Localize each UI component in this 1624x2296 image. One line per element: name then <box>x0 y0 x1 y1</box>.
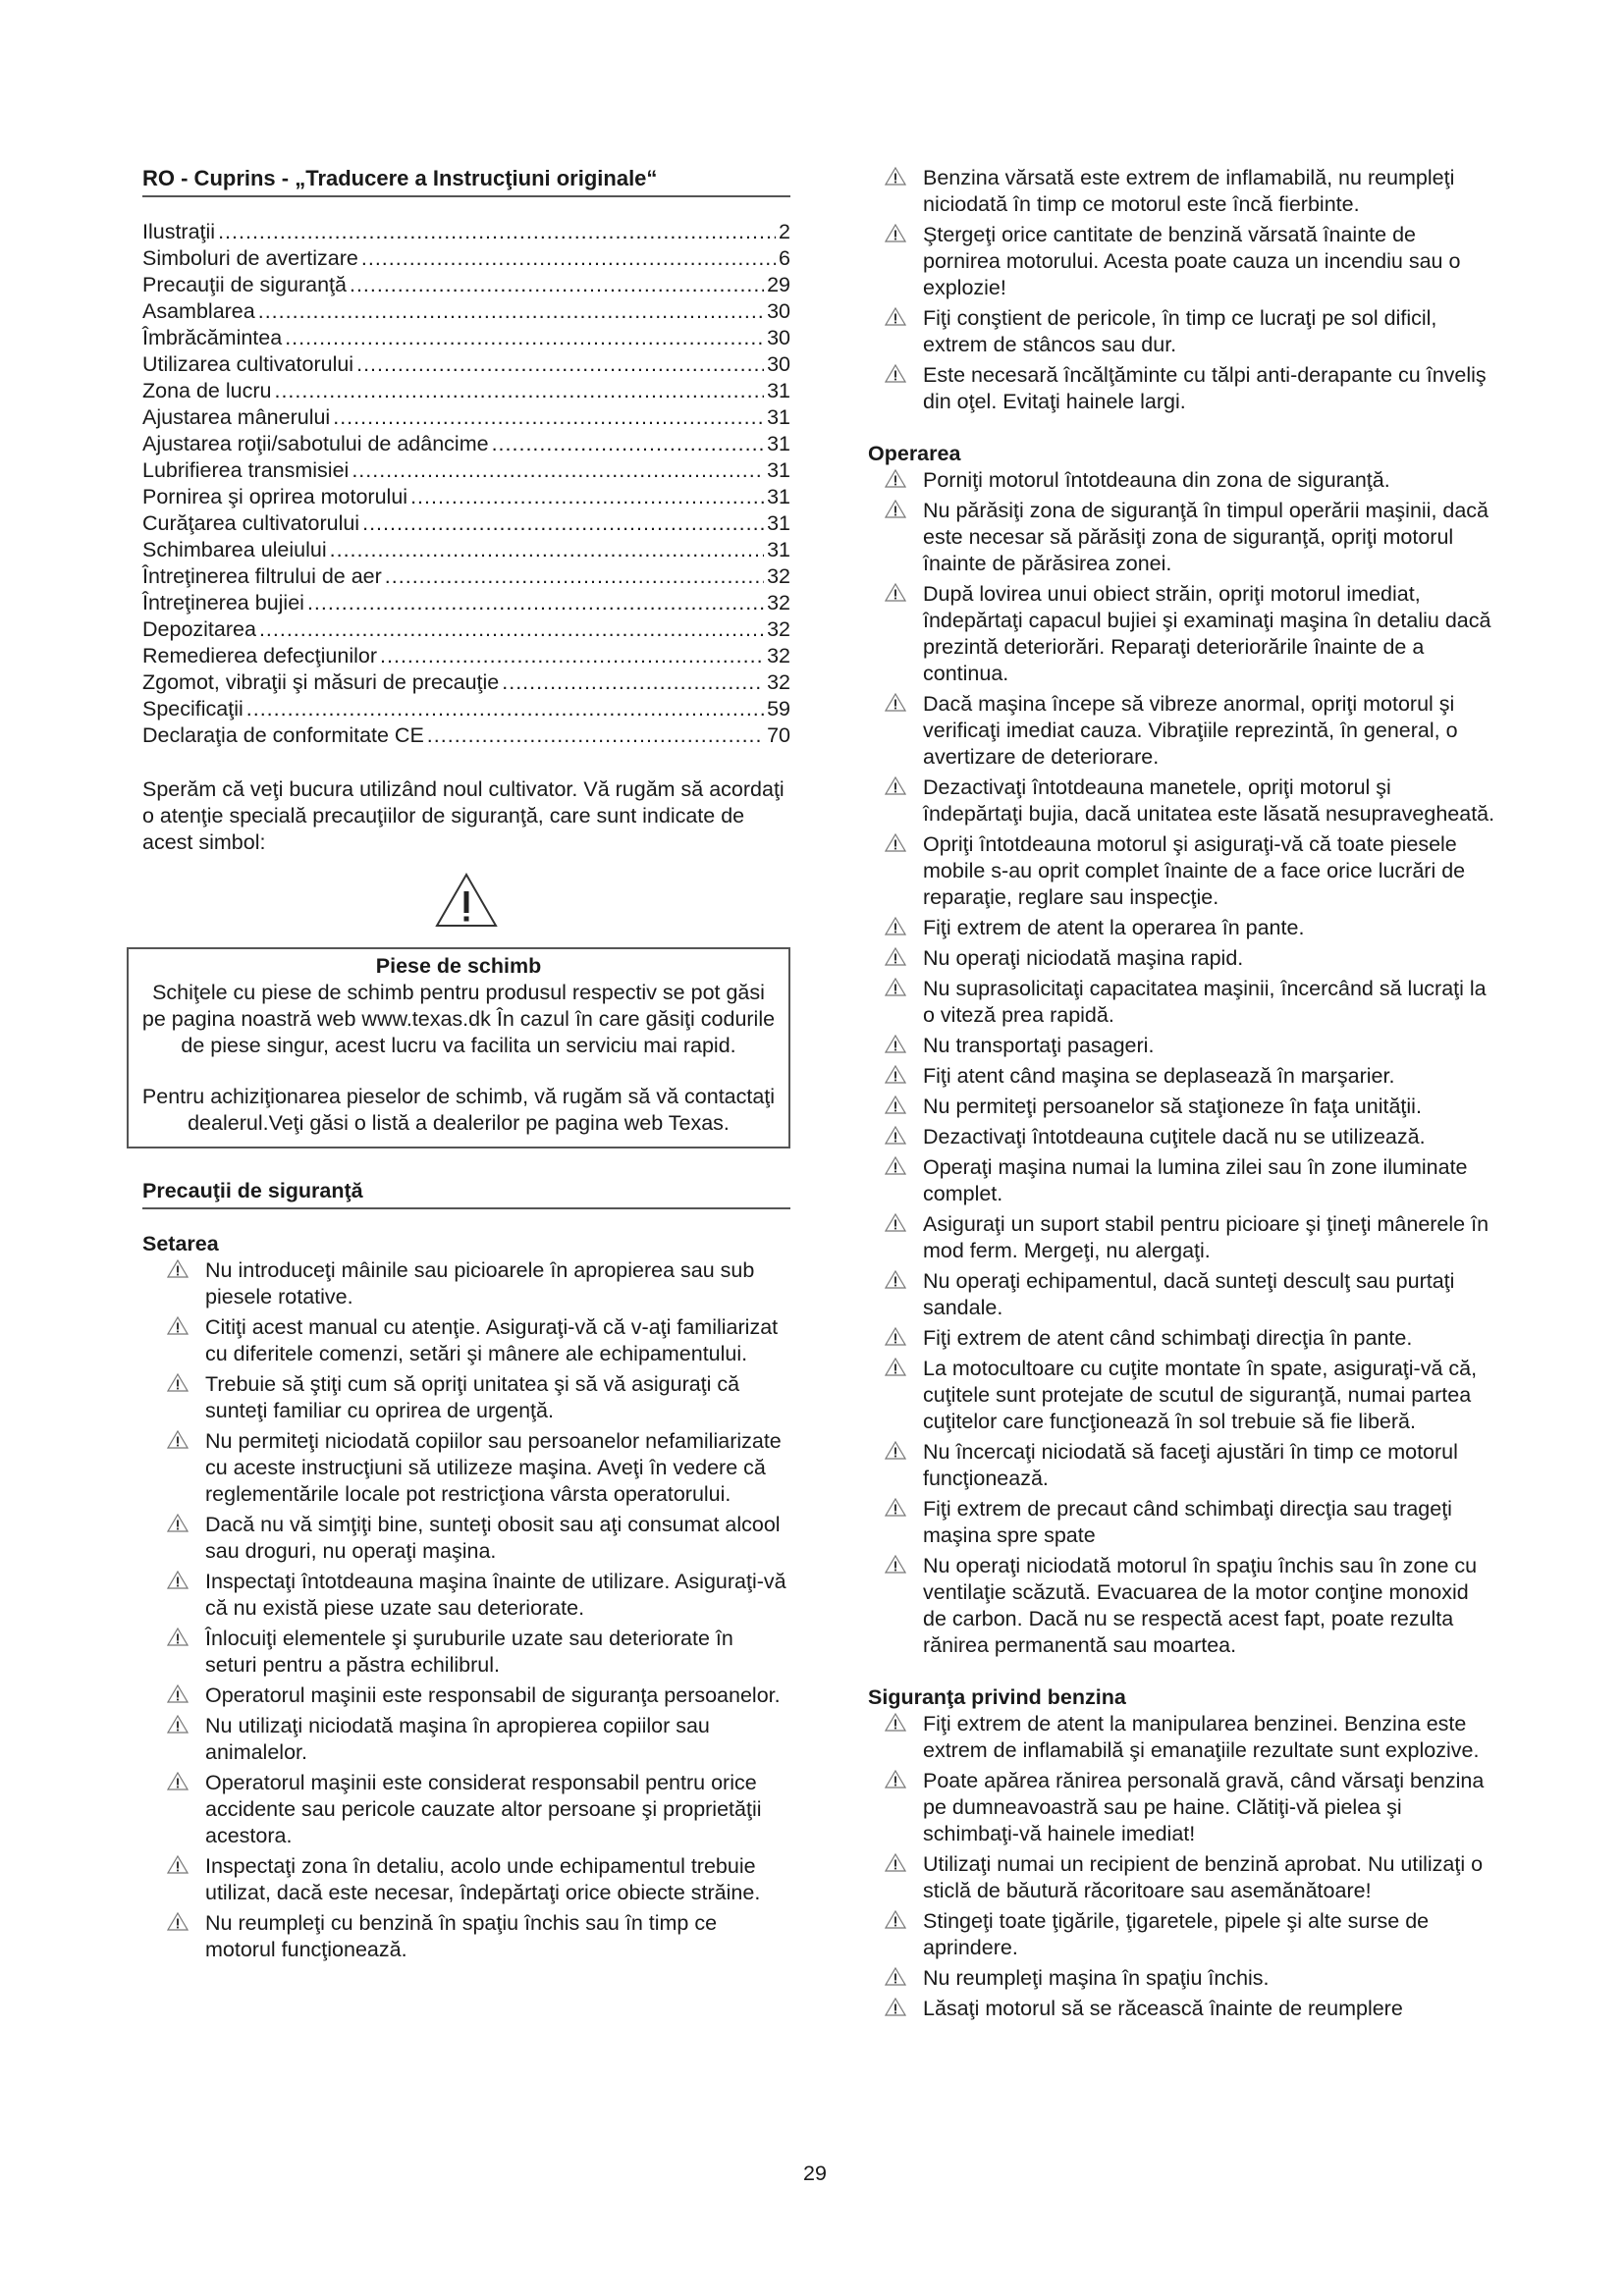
warning-text: Citiţi acest manual cu atenţie. Asiguraţi-vă că v-aţi familiarizat cu diferitele comenzi, setări şi mânere ale echipamentului. <box>205 1315 779 1365</box>
warning-triangle-icon <box>868 1325 923 1346</box>
warning-triangle-icon <box>868 1711 923 1732</box>
toc-leader-dots <box>350 272 764 298</box>
warning-triangle-icon <box>868 1768 923 1789</box>
warning-triangle-icon <box>167 1715 189 1734</box>
warning-item <box>868 774 1496 828</box>
warning-triangle-icon <box>885 1035 906 1053</box>
warning-triangle-icon <box>434 872 499 929</box>
toc-entry-page: 31 <box>767 379 790 402</box>
warning-triangle-icon <box>868 498 923 518</box>
toc-leader-dots <box>427 722 764 749</box>
warning-triangle-icon <box>885 776 906 795</box>
toc-entry-page: 31 <box>767 432 790 455</box>
warning-triangle-icon <box>885 364 906 383</box>
toc-entry <box>142 722 790 749</box>
toc-entry-page: 32 <box>767 644 790 667</box>
spare-parts-paragraph: Schiţele cu piese de schimb pentru produsul respectiv se pot găsi pe pagina noastră web www.texas.dk În cazul în care găsiţi codurile de piese singur, acest lucru va facilita un serviciu mai rapid. <box>141 981 776 1057</box>
warning-triangle-icon <box>885 1770 906 1789</box>
toc-entry-label: Simboluri de avertizare <box>142 246 358 270</box>
warning-item <box>868 1996 1496 2022</box>
warning-triangle-icon <box>167 1259 189 1278</box>
toc-entry <box>142 537 790 563</box>
toc-leader-dots <box>333 404 764 431</box>
toc-entry <box>142 298 790 325</box>
warning-triangle-icon <box>885 167 906 186</box>
warning-triangle-icon <box>150 1626 205 1646</box>
warning-triangle-icon <box>150 1853 205 1874</box>
warning-triangle-icon <box>167 1772 189 1790</box>
warning-triangle-icon <box>868 1094 923 1114</box>
warning-triangle-icon <box>167 1571 189 1589</box>
warning-triangle-icon <box>150 1257 205 1278</box>
warning-triangle-icon <box>167 1430 189 1449</box>
warning-triangle-icon <box>885 1555 906 1574</box>
warning-item <box>868 1768 1496 1847</box>
warning-text: Nu utilizaţi niciodată maşina în apropierea copiilor sau animalelor. <box>205 1714 710 1764</box>
warning-text: Fiţi extrem de precaut când schimbaţi direcţia sau trageţi maşina spre spate <box>923 1497 1452 1547</box>
toc-leader-dots <box>385 563 764 590</box>
toc-leader-dots <box>274 378 764 404</box>
warning-item <box>868 1851 1496 1904</box>
warning-triangle-icon <box>885 307 906 326</box>
warning-triangle-icon <box>868 1553 923 1574</box>
warning-item <box>868 691 1496 771</box>
warning-triangle-icon <box>868 1439 923 1460</box>
warning-text: Inspectaţi întotdeauna maşina înainte de utilizare. Asiguraţi-vă că nu există piese uzate sau deteriorate. <box>205 1570 786 1620</box>
warning-text: Lăsaţi motorul să se răcească înainte de reumplere <box>923 1997 1403 2020</box>
warning-text: Nu permiteţi niciodată copiilor sau persoanelor nefamiliarizate cu aceste instrucţiuni să utilizeze maşina. Aveţi în vedere că reglementările locale pot restricţiona vârsta operatorului. <box>205 1429 782 1506</box>
warning-text: Nu permiteţi persoanelor să staţioneze în faţa unităţii. <box>923 1095 1422 1118</box>
toc-entry-page: 31 <box>767 405 790 429</box>
warning-item <box>868 498 1496 577</box>
warning-text: Este necesară încălţăminte cu tălpi anti-derapante cu înveliş din oţel. Evitaţi hainele largi. <box>923 363 1487 413</box>
left-column <box>142 165 790 1967</box>
warning-text: Porniţi motorul întotdeauna din zona de siguranţă. <box>923 468 1390 492</box>
toc-entry <box>142 325 790 351</box>
warning-triangle-icon <box>868 1154 923 1175</box>
toc-entry-page: 32 <box>767 591 790 614</box>
warning-triangle-icon <box>868 305 923 326</box>
toc-entry-label: Ajustarea mânerului <box>142 405 331 429</box>
warning-triangle-icon <box>868 1996 923 2016</box>
toc-entry-page: 59 <box>767 697 790 721</box>
warning-item <box>868 915 1496 941</box>
warning-text: Fiţi extrem de atent la manipularea benzinei. Benzina este extrem de inflamabilă şi emanaţiile rezultate sunt explozive. <box>923 1712 1480 1762</box>
toc-entry-label: Precauţii de siguranţă <box>142 273 347 296</box>
toc-entry-label: Îmbrăcămintea <box>142 326 283 349</box>
warning-text: Nu transportaţi pasageri. <box>923 1034 1155 1057</box>
warning-item <box>868 222 1496 301</box>
warning-triangle-icon <box>150 1770 205 1790</box>
warning-item <box>868 1356 1496 1435</box>
toc-entry-page: 2 <box>779 220 790 243</box>
warning-text: Dezactivaţi întotdeauna manetele, opriţi motorul şi îndepărtaţi bujia, dacă unitatea este lăsată nesupravegheată. <box>923 775 1495 826</box>
toc-entry-page: 31 <box>767 458 790 482</box>
safety-heading: Precauţii de siguranţă <box>142 1178 790 1209</box>
warning-text: Utilizaţi numai un recipient de benzină aprobat. Nu utilizaţi o sticlă de băutură răcoritoare sau asemănătoare! <box>923 1852 1484 1902</box>
warning-text: Dacă maşina începe să vibreze anormal, opriţi motorul şi verificaţi imediat cauza. Vibraţiile reprezintă, în general, o avertizare de deteriorare. <box>923 692 1458 769</box>
toc-entry <box>142 378 790 404</box>
toc-entry-label: Pornirea şi oprirea motorului <box>142 485 408 508</box>
warning-text: Nu părăsiţi zona de siguranţă în timpul operării maşinii, dacă este necesar să părăsiţi zona de siguranţă, opriţi motorul înainte de părăsirea zonei. <box>923 499 1489 575</box>
warning-item <box>868 831 1496 911</box>
warning-item <box>868 945 1496 972</box>
warning-text: Operatorul maşinii este considerat responsabil pentru orice accidente sau pericole cauzate altor persoane şi proprietăţii acestora. <box>205 1771 762 1847</box>
toc-entry-page: 32 <box>767 670 790 694</box>
warning-symbol <box>142 872 790 935</box>
warning-item <box>150 1626 790 1679</box>
toc-entry-label: Curăţarea cultivatorului <box>142 511 360 535</box>
warning-triangle-icon <box>885 1358 906 1376</box>
toc-entry-label: Întreţinerea filtrului de aer <box>142 564 382 588</box>
toc-entry-label: Utilizarea cultivatorului <box>142 352 354 376</box>
warning-item <box>150 1257 790 1310</box>
warning-item <box>868 165 1496 218</box>
warning-triangle-icon <box>885 947 906 966</box>
warning-item <box>868 1711 1496 1764</box>
toc-entry <box>142 351 790 378</box>
setup-continued-warning-list <box>868 165 1496 415</box>
toc-entry-page: 30 <box>767 326 790 349</box>
warning-text: Operaţi maşina numai la lumina zilei sau în zone iluminate complet. <box>923 1155 1468 1205</box>
warning-item <box>868 1325 1496 1352</box>
warning-triangle-icon <box>868 774 923 795</box>
toc-leader-dots <box>361 245 776 272</box>
warning-triangle-icon <box>885 833 906 852</box>
toc-entry-label: Depozitarea <box>142 617 256 641</box>
toc-leader-dots <box>218 219 776 245</box>
warning-triangle-icon <box>885 1441 906 1460</box>
warning-text: Poate apărea rănirea personală gravă, când vărsaţi benzina pe dumneavoastră sau pe haine. Clătiţi-vă pielea şi schimbaţi-vă hainele imediat! <box>923 1769 1485 1845</box>
warning-text: Inspectaţi zona în detaliu, acolo unde echipamentul trebuie utilizat, dacă este necesar, îndepărtaţi orice obiecte străine. <box>205 1854 761 1904</box>
warning-triangle-icon <box>150 1713 205 1734</box>
toc-leader-dots <box>258 298 764 325</box>
warning-item <box>868 1553 1496 1659</box>
warning-text: Asiguraţi un suport stabil pentru picioare şi ţineţi mânerele în mod ferm. Mergeţi, nu alergaţi. <box>923 1212 1489 1262</box>
warning-triangle-icon <box>885 1713 906 1732</box>
toc-entry <box>142 510 790 537</box>
warning-item <box>150 1713 790 1766</box>
warning-item <box>868 1094 1496 1120</box>
warning-text: Trebuie să ştiţi cum să opriţi unitatea şi să vă asiguraţi că sunteţi familiar cu oprirea de urgenţă. <box>205 1372 740 1422</box>
warning-triangle-icon <box>885 1853 906 1872</box>
toc-leader-dots <box>362 510 764 537</box>
warning-triangle-icon <box>150 1682 205 1703</box>
toc-leader-dots <box>492 431 765 457</box>
warning-triangle-icon <box>885 1498 906 1517</box>
warning-triangle-icon <box>885 224 906 242</box>
warning-item <box>150 1371 790 1424</box>
warning-triangle-icon <box>868 1851 923 1872</box>
toc-entry-label: Declaraţia de conformitate CE <box>142 723 424 747</box>
warning-triangle-icon <box>885 1156 906 1175</box>
warning-triangle-icon <box>885 917 906 935</box>
warning-triangle-icon <box>868 915 923 935</box>
warning-item <box>868 581 1496 687</box>
warning-item <box>150 1314 790 1367</box>
toc-entry <box>142 457 790 484</box>
warning-triangle-icon <box>868 1908 923 1929</box>
warning-triangle-icon <box>885 1065 906 1084</box>
warning-triangle-icon <box>167 1373 189 1392</box>
warning-triangle-icon <box>868 1063 923 1084</box>
toc-entry-label: Zona de lucru <box>142 379 272 402</box>
warning-text: Nu reumpleţi maşina în spaţiu închis. <box>923 1966 1270 1990</box>
warning-item <box>150 1853 790 1906</box>
warning-triangle-icon <box>167 1684 189 1703</box>
toc-entry <box>142 404 790 431</box>
warning-triangle-icon <box>868 1124 923 1145</box>
toc-entry-page: 32 <box>767 564 790 588</box>
toc-entry <box>142 696 790 722</box>
warning-triangle-icon <box>868 945 923 966</box>
warning-text: Operatorul maşinii este responsabil de siguranţa persoanelor. <box>205 1683 781 1707</box>
toc-entry <box>142 272 790 298</box>
warning-item <box>868 1033 1496 1059</box>
warning-triangle-icon <box>885 1910 906 1929</box>
warning-triangle-icon <box>885 1967 906 1986</box>
toc-entry <box>142 616 790 643</box>
toc-entry-page: 32 <box>767 617 790 641</box>
toc-entry-page: 30 <box>767 352 790 376</box>
toc-leader-dots <box>307 590 764 616</box>
warning-text: Dezactivaţi întotdeauna cuţitele dacă nu se utilizează. <box>923 1125 1426 1148</box>
warning-item <box>150 1569 790 1622</box>
toc-leader-dots <box>285 325 764 351</box>
toc-entry-page: 31 <box>767 538 790 561</box>
toc-entry-page: 29 <box>767 273 790 296</box>
warning-item <box>150 1770 790 1849</box>
warning-triangle-icon <box>885 1327 906 1346</box>
warning-item <box>868 1908 1496 1961</box>
warning-triangle-icon <box>868 1496 923 1517</box>
warning-item <box>150 1682 790 1709</box>
toc-entry-page: 31 <box>767 511 790 535</box>
toc-entry-page: 6 <box>779 246 790 270</box>
warning-item <box>868 976 1496 1029</box>
warning-triangle-icon <box>868 467 923 488</box>
warning-triangle-icon <box>885 693 906 712</box>
warning-text: Benzina vărsată este extrem de inflamabilă, nu reumpleţi niciodată în timp ce motorul este încă fierbinte. <box>923 166 1455 216</box>
warning-text: Înlocuiţi elementele şi şuruburile uzate sau deteriorate în seturi pentru a păstra echilibrul. <box>205 1627 733 1677</box>
warning-item <box>868 1211 1496 1264</box>
toc-entry-label: Ajustarea roţii/sabotului de adâncime <box>142 432 489 455</box>
toc-entry-label: Ilustraţii <box>142 220 216 243</box>
warning-item <box>868 1439 1496 1492</box>
toc-leader-dots <box>246 696 764 722</box>
warning-text: Opriţi întotdeauna motorul şi asiguraţi-vă că toate piesele mobile s-au oprit complet înainte de a face orice lucrări de reparaţie, reglare sau inspecţie. <box>923 832 1466 909</box>
toc-entry-page: 30 <box>767 299 790 323</box>
warning-triangle-icon <box>868 691 923 712</box>
warning-item <box>868 1496 1496 1549</box>
toc-entry-label: Zgomot, vibraţii şi măsuri de precauţie <box>142 670 500 694</box>
toc-entry-label: Schimbarea uleiului <box>142 538 327 561</box>
toc-entry-label: Lubrifierea transmisiei <box>142 458 350 482</box>
toc-leader-dots <box>502 669 764 696</box>
warning-triangle-icon <box>885 583 906 602</box>
warning-triangle-icon <box>885 1270 906 1289</box>
toc-leader-dots <box>410 484 764 510</box>
toc-leader-dots <box>352 457 764 484</box>
toc-entry <box>142 245 790 272</box>
warning-triangle-icon <box>868 1033 923 1053</box>
warning-triangle-icon <box>868 581 923 602</box>
warning-item <box>150 1910 790 1963</box>
warning-triangle-icon <box>868 831 923 852</box>
toc-title: RO - Cuprins - „Traducere a Instrucţiuni originale“ <box>142 165 790 197</box>
toc-entry <box>142 431 790 457</box>
warning-triangle-icon <box>885 978 906 996</box>
toc-entry <box>142 590 790 616</box>
toc-entry-label: Întreţinerea bujiei <box>142 591 304 614</box>
warning-triangle-icon <box>885 1095 906 1114</box>
toc-entry <box>142 484 790 510</box>
warning-triangle-icon <box>885 1213 906 1232</box>
warning-triangle-icon <box>167 1514 189 1532</box>
warning-item <box>868 1124 1496 1150</box>
warning-text: Nu suprasolicitaţi capacitatea maşinii, încercând să lucraţi la o viteză prea rapidă. <box>923 977 1487 1027</box>
warning-item <box>868 1965 1496 1992</box>
warning-item <box>150 1428 790 1508</box>
warning-text: Nu încercaţi niciodată să faceţi ajustări în timp ce motorul funcţionează. <box>923 1440 1458 1490</box>
toc-entry <box>142 219 790 245</box>
warning-triangle-icon <box>167 1316 189 1335</box>
toc-leader-dots <box>380 643 764 669</box>
warning-item <box>868 362 1496 415</box>
warning-text: Fiţi conştient de pericole, în timp ce lucraţi pe sol dificil, extrem de stâncos sau dur. <box>923 306 1437 356</box>
warning-text: Stingeţi toate ţigările, ţigaretele, pipele şi alte surse de aprindere. <box>923 1909 1430 1959</box>
toc-entry-label: Specificaţii <box>142 697 244 721</box>
warning-text: Nu operaţi echipamentul, dacă sunteţi desculţ sau purtaţi sandale. <box>923 1269 1455 1319</box>
warning-triangle-icon <box>150 1314 205 1335</box>
warning-item <box>868 305 1496 358</box>
warning-text: Fiţi extrem de atent când schimbaţi direcţia în pante. <box>923 1326 1413 1350</box>
spare-parts-box <box>127 947 790 1148</box>
toc-entry <box>142 563 790 590</box>
warning-triangle-icon <box>150 1428 205 1449</box>
warning-triangle-icon <box>167 1912 189 1931</box>
right-column <box>868 165 1496 2026</box>
warning-text: Nu operaţi niciodată maşina rapid. <box>923 946 1244 970</box>
warning-text: Dacă nu vă simţiţi bine, sunteţi obosit sau aţi consumat alcool sau droguri, nu operaţi maşina. <box>205 1513 781 1563</box>
warning-triangle-icon <box>150 1512 205 1532</box>
intro-text: Sperăm că veţi bucura utilizând noul cultivator. Vă rugăm să acordaţi o atenţie specială precauţiilor de siguranţă, care sunt indicate de acest simbol: <box>142 777 785 854</box>
warning-text: Fiţi extrem de atent la operarea în pante. <box>923 916 1305 939</box>
warning-triangle-icon <box>885 469 906 488</box>
warning-text: La motocultoare cu cuţite montate în spate, asiguraţi-vă că, cuţitele sunt protejate de scutul de siguranţă, numai partea cuţitelor care funcţionează în sol trebuie să fie liberă. <box>923 1357 1478 1433</box>
warning-triangle-icon <box>868 222 923 242</box>
warning-item <box>868 467 1496 494</box>
warning-text: Nu reumpleţi cu benzină în spaţiu închis sau în timp ce motorul funcţionează. <box>205 1911 718 1961</box>
warning-triangle-icon <box>868 1965 923 1986</box>
fuel-safety-heading: Siguranţa privind benzina <box>868 1685 1126 1709</box>
warning-triangle-icon <box>868 362 923 383</box>
toc-entry <box>142 643 790 669</box>
warning-triangle-icon <box>150 1910 205 1931</box>
warning-triangle-icon <box>885 1998 906 2016</box>
warning-triangle-icon <box>868 976 923 996</box>
toc-entry-page: 70 <box>767 723 790 747</box>
toc-entry <box>142 669 790 696</box>
warning-item <box>868 1063 1496 1090</box>
warning-item <box>868 1154 1496 1207</box>
warning-triangle-icon <box>868 1356 923 1376</box>
operation-warning-list <box>868 467 1496 1659</box>
warning-item <box>150 1512 790 1565</box>
warning-triangle-icon <box>868 165 923 186</box>
setup-warning-list <box>142 1257 790 1963</box>
toc-leader-dots <box>330 537 764 563</box>
warning-triangle-icon <box>868 1211 923 1232</box>
warning-triangle-icon <box>885 1126 906 1145</box>
toc-entry-label: Remedierea defecţiunilor <box>142 644 378 667</box>
warning-text: Ştergeţi orice cantitate de benzină vărsată înainte de pornirea motorului. Acesta poate cauza un incendiu sau o explozie! <box>923 223 1461 299</box>
toc-list <box>142 219 790 749</box>
operation-heading: Operarea <box>868 442 961 465</box>
spare-parts-paragraph: Pentru achiziţionarea pieselor de schimb, vă rugăm să vă contactaţi dealerul.Veţi găsi o listă a dealerilor pe pagina web Texas. <box>141 1085 776 1135</box>
warning-triangle-icon <box>885 500 906 518</box>
warning-text: Fiţi atent când maşina se deplasează în marşarier. <box>923 1064 1395 1088</box>
fuel-warning-list <box>868 1711 1496 2022</box>
setup-heading: Setarea <box>142 1232 219 1255</box>
warning-triangle-icon <box>167 1628 189 1646</box>
warning-text: După lovirea unui obiect străin, opriţi motorul imediat, îndepărtaţi capacul bujiei şi examinaţi maşina în detaliu dacă prezintă deteriorări. Reparaţi deteriorările înainte de a continua. <box>923 582 1491 685</box>
warning-triangle-icon <box>167 1855 189 1874</box>
spare-parts-title: Piese de schimb <box>375 954 542 978</box>
toc-entry-label: Asamblarea <box>142 299 255 323</box>
warning-text: Nu introduceţi mâinile sau picioarele în apropierea sau sub piesele rotative. <box>205 1258 755 1308</box>
warning-triangle-icon <box>150 1569 205 1589</box>
page-number: 29 <box>803 2162 827 2185</box>
toc-entry-page: 31 <box>767 485 790 508</box>
warning-triangle-icon <box>868 1268 923 1289</box>
warning-text: Nu operaţi niciodată motorul în spaţiu închis sau în zone cu ventilaţie scăzută. Evacuarea de la motor conţine monoxid de carbon. Dacă nu se respectă acest fapt, poate rezulta rănirea permanentă sau moartea. <box>923 1554 1478 1657</box>
warning-triangle-icon <box>150 1371 205 1392</box>
toc-leader-dots <box>259 616 764 643</box>
warning-item <box>868 1268 1496 1321</box>
toc-leader-dots <box>356 351 764 378</box>
